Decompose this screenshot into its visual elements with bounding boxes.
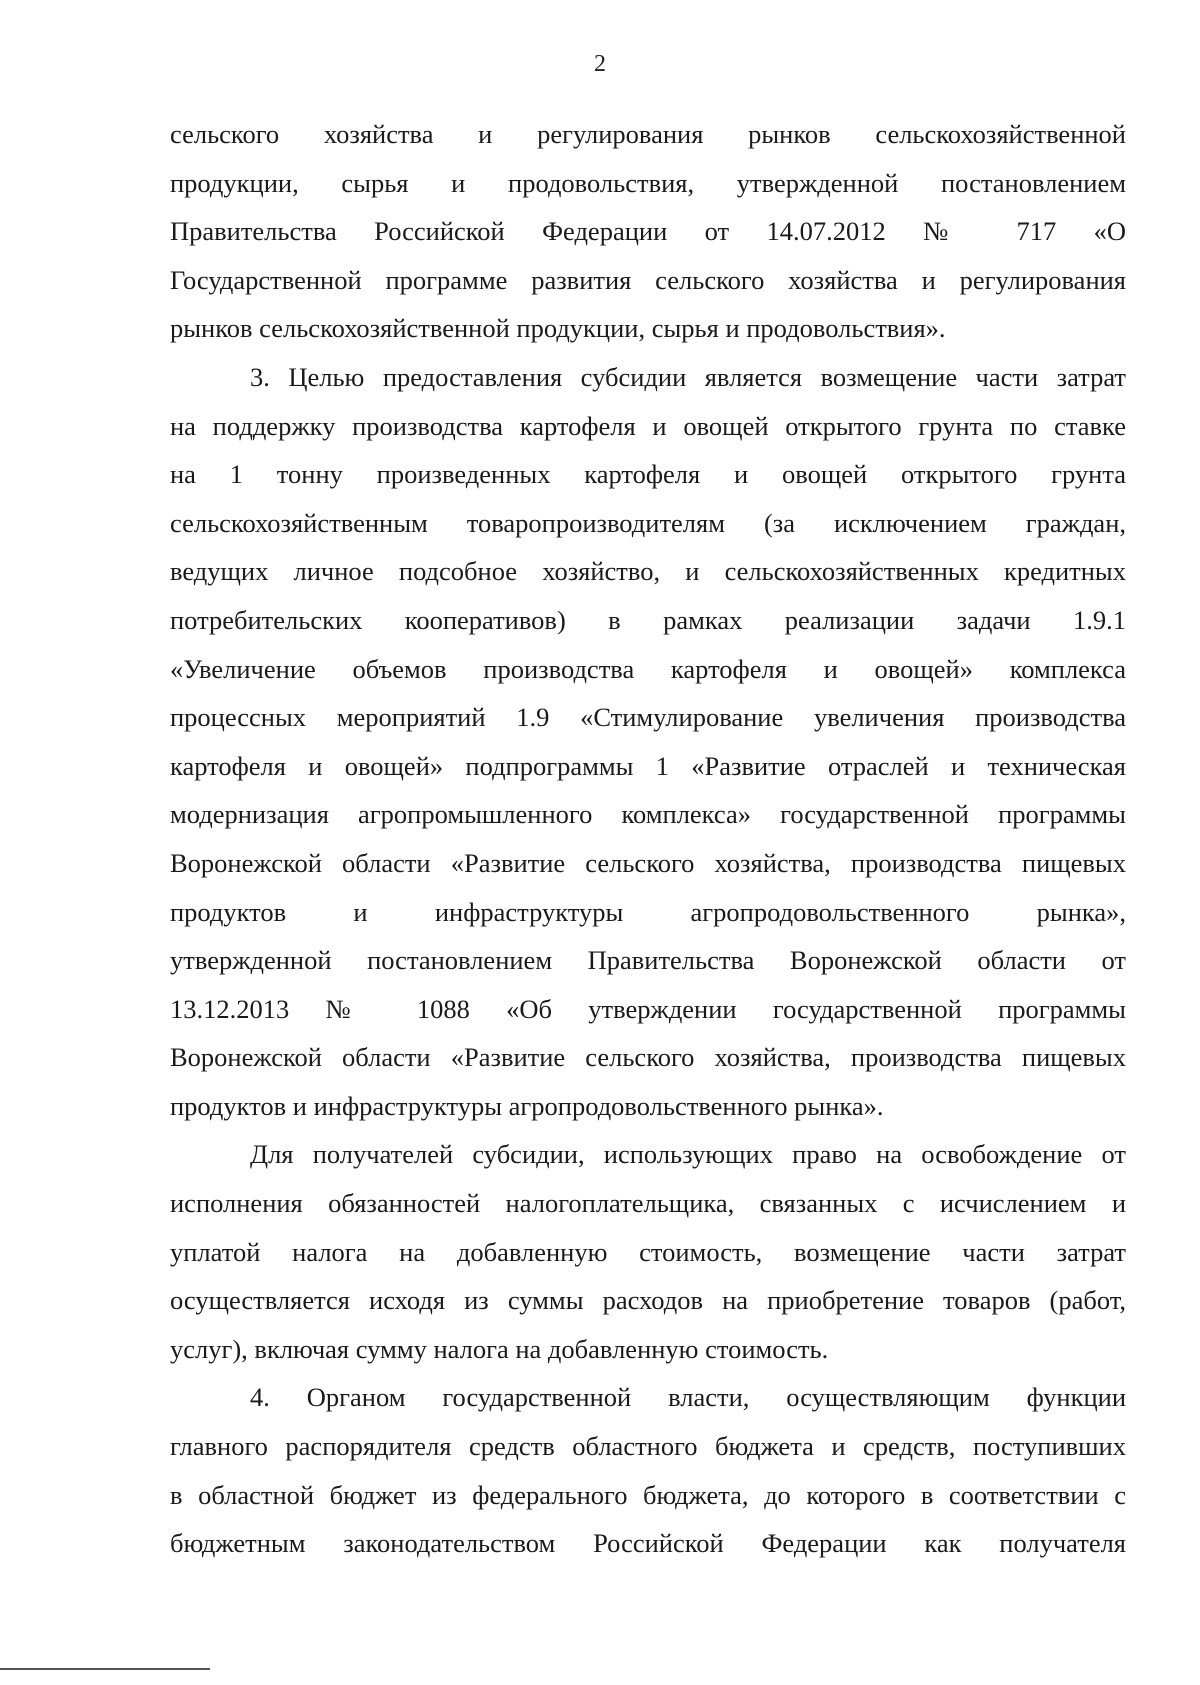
paragraph-1	[170, 110, 1126, 353]
text-line: 13.12.2013 № 1088 «Об утверждении государственной программы	[170, 993, 1126, 1024]
text-line: продукции, сырья и продовольствия, утвержденной постановлением	[170, 167, 1126, 198]
page-number: 2	[594, 51, 606, 77]
text-line: Воронежской области «Развитие сельского хозяйства, производства пищевых	[170, 847, 1126, 878]
paragraph-vat-note	[170, 1130, 1126, 1373]
text-line: сельскохозяйственным товаропроизводителям (за исключением граждан,	[170, 507, 1126, 538]
text-line: осуществляется исходя из суммы расходов на приобретение товаров (работ,	[170, 1285, 1126, 1316]
footer-rule	[0, 1668, 210, 1670]
text-line: уплатой налога на добавленную стоимость, возмещение части затрат	[170, 1236, 1126, 1267]
text-line: потребительских кооперативов) в рамках реализации задачи 1.9.1	[170, 604, 1126, 635]
text-line: продуктов и инфраструктуры агропродовольственного рынка»,	[170, 896, 1126, 927]
paragraph-item-3	[170, 353, 1126, 1131]
text-line: исполнения обязанностей налогоплательщика, связанных с исчислением и	[170, 1188, 1126, 1219]
text-line: картофеля и овощей» подпрограммы 1 «Развитие отраслей и техническая	[170, 750, 1126, 781]
text-line: на поддержку производства картофеля и овощей открытого грунта по ставке	[170, 410, 1126, 441]
text-line: ведущих личное подсобное хозяйство, и сельскохозяйственных кредитных	[170, 556, 1126, 587]
text-line: бюджетным законодательством Российской Федерации как получателя	[170, 1528, 1126, 1559]
text-line: 4. Органом государственной власти, осуществляющим функции	[250, 1382, 1126, 1413]
text-line: рынков сельскохозяйственной продукции, сырья и продовольствия».	[170, 313, 946, 344]
text-line: утвержденной постановлением Правительства Воронежской области от	[170, 945, 1126, 976]
text-line: процессных мероприятий 1.9 «Стимулирование увеличения производства	[170, 702, 1126, 733]
text-line: 3. Целью предоставления субсидии является возмещение части затрат	[250, 361, 1126, 392]
text-line: на 1 тонну произведенных картофеля и овощей открытого грунта	[170, 459, 1126, 490]
text-line: сельского хозяйства и регулирования рынков сельскохозяйственной	[170, 119, 1126, 149]
text-line: Воронежской области «Развитие сельского хозяйства, производства пищевых	[170, 1042, 1126, 1073]
text-line: Для получателей субсидии, использующих право на освобождение от	[250, 1139, 1126, 1170]
document-body	[170, 110, 1126, 1568]
text-line: Правительства Российской Федерации от 14.07.2012 № 717 «О	[170, 216, 1126, 247]
text-line: модернизация агропромышленного комплекса» государственной программы	[170, 799, 1126, 830]
text-line: Государственной программе развития сельского хозяйства и регулирования	[170, 264, 1126, 295]
paragraph-item-4	[170, 1373, 1126, 1567]
text-line: продуктов и инфраструктуры агропродовольственного рынка».	[170, 1090, 884, 1121]
text-line: «Увеличение объемов производства картофеля и овощей» комплекса	[170, 653, 1126, 684]
text-line: услуг), включая сумму налога на добавленную стоимость.	[170, 1333, 829, 1364]
text-line: главного распорядителя средств областного бюджета и средств, поступивших	[170, 1431, 1126, 1462]
text-line: в областной бюджет из федерального бюджета, до которого в соответствии с	[170, 1479, 1126, 1510]
